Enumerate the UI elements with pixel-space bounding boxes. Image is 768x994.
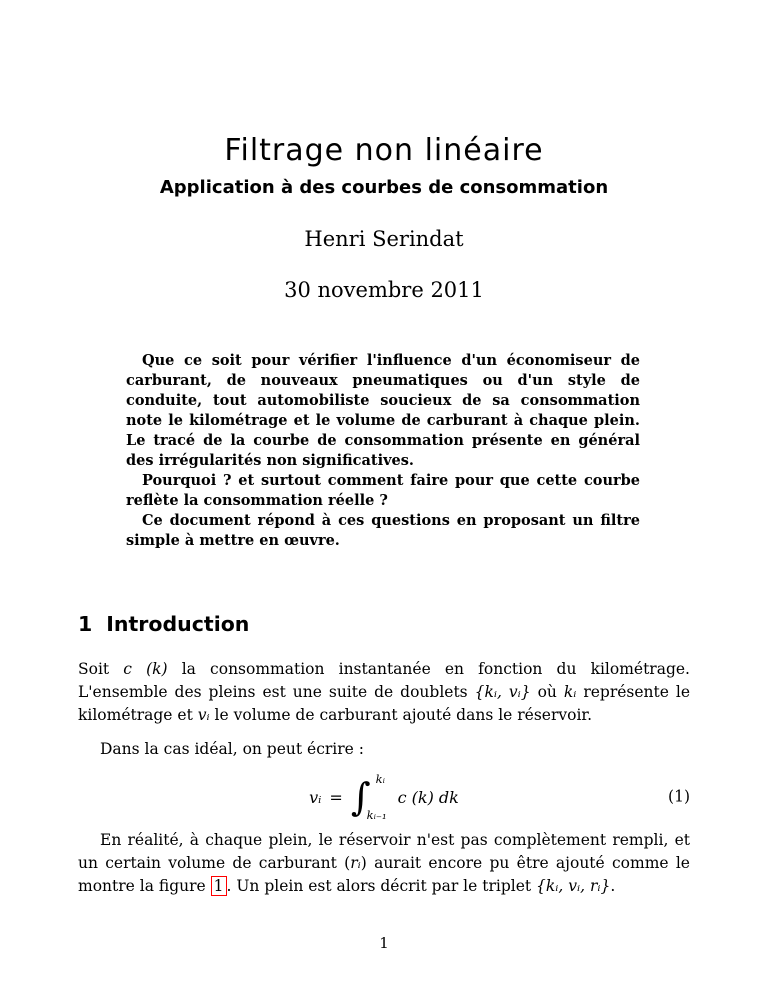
abstract-paragraph-1: Que ce soit pour vérifier l'influence d'un économiseur de carburant, de nouveaux pneumatiques ou d'un style de conduite, tout automobiliste soucieux de sa consommation note le kilométrage et le volume de carburant à chaque plein. Le tracé de la courbe de consommation présente en général des irrégularités non significatives. — [126, 352, 640, 469]
equation-number: (1) — [668, 787, 690, 806]
text-fragment: . Un plein est alors décrit par le triplet — [226, 877, 537, 895]
text-fragment: ) aurait encore pu être ajouté comme le montre la figure — [78, 854, 690, 895]
document-header — [0, 0, 768, 303]
paragraph-intro-2: Dans la cas idéal, on peut écrire : — [100, 740, 364, 758]
math-doublet-ki-vi: {kᵢ, vᵢ} — [474, 683, 531, 701]
integral-sign: ∫ — [350, 775, 371, 819]
integral-limits — [366, 772, 392, 822]
math-c-of-k: c (k) — [123, 660, 168, 678]
abstract-paragraph-3: Ce document répond à ces questions en proposant un filtre simple à mettre en œuvre. — [126, 512, 640, 549]
document-date: 30 novembre 2011 — [284, 278, 484, 302]
text-fragment: En réalité, à chaque plein, le réservoir n'est pas complètement rempli, et un certain volume de carburant ( — [78, 831, 690, 872]
math-triplet-ki-vi-ri: {kᵢ, vᵢ, rᵢ} — [536, 877, 611, 895]
section-body — [78, 658, 690, 898]
figure-1-reference-link[interactable]: 1 — [211, 876, 227, 896]
text-fragment: Soit — [78, 660, 124, 678]
math-vi-lhs: vᵢ — [309, 787, 322, 807]
math-vi: vᵢ — [197, 706, 210, 724]
page-number: 1 — [379, 934, 389, 952]
integral-group — [351, 773, 398, 821]
text-fragment: où — [530, 683, 564, 701]
document-title: Filtrage non linéaire — [224, 133, 544, 168]
math-ki: kᵢ — [563, 683, 577, 701]
equals-sign: = — [329, 787, 343, 807]
text-fragment: le volume de carburant ajouté dans le réservoir. — [209, 706, 593, 724]
math-ri: rᵢ — [350, 854, 361, 872]
section-heading-introduction — [78, 611, 690, 637]
text-fragment: la consommation instantanée en fonction du kilométrage. L'ensemble des pleins est une suite de doublets — [78, 660, 690, 701]
author-name: Henri Serindat — [304, 227, 464, 251]
paragraph-intro-1 — [78, 658, 690, 727]
abstract — [126, 351, 640, 551]
document-subtitle: Application à des courbes de consommation — [159, 177, 609, 198]
section-title: Introduction — [106, 612, 250, 636]
integral-lower-limit: kᵢ₋₁ — [366, 808, 387, 822]
text-fragment: . — [610, 877, 616, 895]
integral-upper-limit: kᵢ — [375, 772, 385, 786]
equation-1 — [78, 771, 690, 823]
text-fragment: représente le kilométrage et — [78, 683, 691, 724]
section-number: 1 — [78, 612, 93, 636]
abstract-paragraph-2: Pourquoi ? et surtout comment faire pour que cette courbe reflète la consommation réelle ? — [126, 472, 640, 509]
math-integrand: c (k) dk — [397, 787, 459, 807]
paragraph-intro-3 — [78, 829, 690, 898]
